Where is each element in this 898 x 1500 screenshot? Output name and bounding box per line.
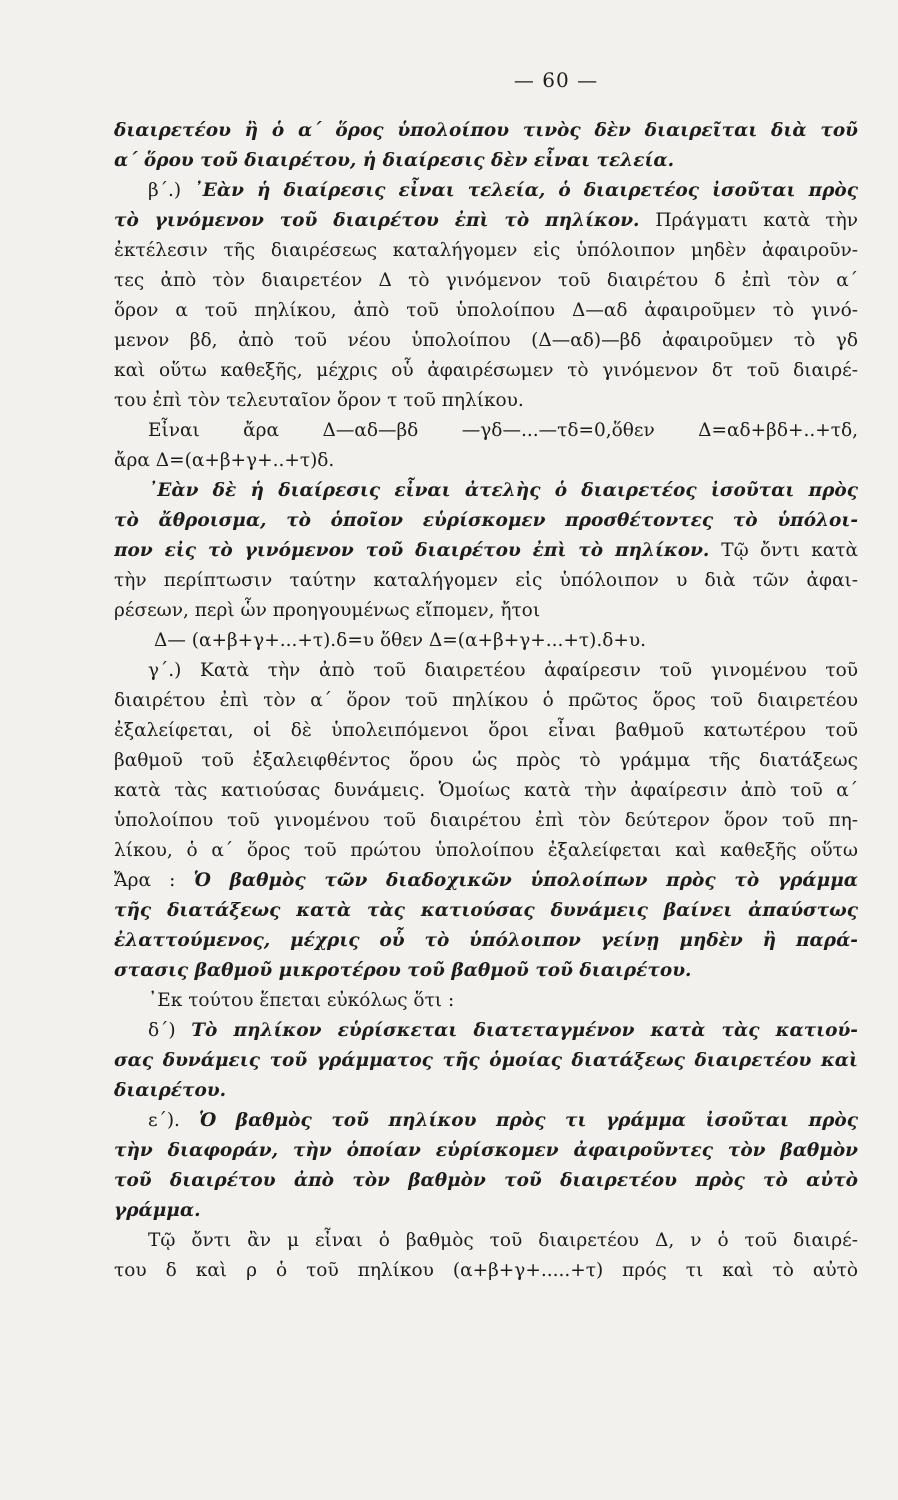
text-line — [114, 1166, 858, 1196]
text-line — [114, 266, 858, 296]
body-text: ἐκτέλεσιν τῆς διαιρέσεως καταλήγομεν εἰς ὑπόλοιπον μηδὲν ἀφαιροῦν- — [114, 240, 858, 261]
body-text: βαθμοῦ τοῦ ἐξαλειφθέντος ὅρου ὡς πρὸς τὸ γράμμα τῆς διατάξεως — [114, 750, 858, 771]
text-line — [114, 506, 858, 536]
emphasized-text: διαιρετέου ἢ ὁ α΄ ὅρος ὑπολοίπου τινὸς δὲν διαιρεῖται διὰ τοῦ — [114, 120, 858, 141]
body-text: Ἄρα : — [114, 870, 194, 891]
body-text: ἄρα Δ=(α+β+γ+..+τ)δ. — [114, 450, 335, 471]
emphasized-text: τοῦ διαιρέτου ἀπὸ τὸν βαθμὸν τοῦ διαιρετέου πρὸς τὸ αὐτὸ — [114, 1170, 858, 1191]
body-text: ᾿Εκ τούτου ἕπεται εὐκόλως ὅτι : — [148, 990, 455, 1011]
text-line — [114, 536, 858, 566]
text-line — [114, 386, 858, 416]
text-line — [114, 926, 858, 956]
text-line — [114, 746, 858, 776]
body-text: Εἶναι ἄρα Δ—αδ—βδ —γδ—...—τδ=0,ὅθεν Δ=αδ+βδ+..+τδ, — [148, 420, 858, 441]
text-line — [114, 596, 858, 626]
emphasized-text: σας δυνάμεις τοῦ γράμματος τῆς ὁμοίας διατάξεως διαιρετέου καὶ — [114, 1050, 858, 1071]
body-text: μενον βδ, ἀπὸ τοῦ νέου ὑπολοίπου (Δ—αδ)—βδ ἀφαιροῦμεν τὸ γδ — [114, 330, 858, 351]
body-text: τες ἀπὸ τὸν διαιρετέον Δ τὸ γινόμενον τοῦ διαιρέτου δ ἐπὶ τὸν α΄ — [114, 270, 858, 291]
text-body — [114, 116, 858, 1286]
text-line — [114, 116, 858, 146]
text-line — [114, 1016, 858, 1046]
emphasized-text: ᾿Εὰν δὲ ἡ διαίρεσις εἶναι ἀτελὴς ὁ διαιρετέος ἰσοῦται πρὸς — [148, 480, 858, 501]
page-number: — 60 — — [513, 68, 599, 92]
text-line — [114, 836, 858, 866]
emphasized-text: διαιρέτου. — [114, 1080, 227, 1101]
body-text: του ἐπὶ τὸν τελευταῖον ὅρον τ τοῦ πηλίκου. — [114, 390, 524, 411]
text-line — [114, 686, 858, 716]
body-text: κατὰ τὰς κατιούσας δυνάμεις. Ὁμοίως κατὰ τὴν ἀφαίρεσιν ἀπὸ τοῦ α΄ — [114, 780, 858, 801]
emphasized-text: τὴν διαφοράν, τὴν ὁποίαν εὑρίσκομεν ἀφαιροῦντες τὸν βαθμὸν — [114, 1140, 858, 1161]
body-text: ε΄). — [148, 1110, 199, 1131]
text-line — [114, 716, 858, 746]
body-text: ὅρον α τοῦ πηλίκου, ἀπὸ τοῦ ὑπολοίπου Δ—αδ ἀφαιροῦμεν τὸ γινό- — [114, 300, 858, 321]
text-line — [114, 866, 858, 896]
text-line — [114, 1106, 858, 1136]
emphasized-text: Ὁ βαθμὸς τοῦ πηλίκου πρὸς τι γράμμα ἰσοῦται πρὸς — [198, 1110, 858, 1131]
body-text: Τῷ ὄντι κατὰ — [721, 540, 858, 561]
text-line — [114, 1196, 858, 1226]
text-line — [114, 176, 858, 206]
body-text: β΄.) — [148, 180, 194, 201]
body-text: του δ καὶ ρ ὁ τοῦ πηλίκου (α+β+γ+.....+τ) πρός τι καὶ τὸ αὐτὸ — [114, 1260, 858, 1281]
text-line — [114, 206, 858, 236]
text-line — [114, 236, 858, 266]
body-text: Τῷ ὄντι ἂν μ εἶναι ὁ βαθμὸς τοῦ διαιρετέου Δ, ν ὁ τοῦ διαιρέ- — [148, 1230, 858, 1251]
body-text: ἐξαλείφεται, οἱ δὲ ὑπολειπόμενοι ὅροι εἶναι βαθμοῦ κατωτέρου τοῦ — [114, 720, 858, 741]
text-line — [114, 416, 858, 446]
emphasized-text: τῆς διατάξεως κατὰ τὰς κατιούσας δυνάμεις βαίνει ἀπαύστως — [114, 900, 858, 921]
text-line — [114, 146, 858, 176]
emphasized-text: Ὁ βαθμὸς τῶν διαδοχικῶν ὑπολοίπων πρὸς τὸ γράμμα — [193, 870, 858, 891]
text-line — [114, 1256, 858, 1286]
text-line — [114, 1076, 858, 1106]
body-text: γ΄.) Κατὰ τὴν ἀπὸ τοῦ διαιρετέου ἀφαίρεσιν τοῦ γινομένου τοῦ — [148, 660, 858, 681]
emphasized-text: πον εἰς τὸ γινόμενον τοῦ διαιρέτου ἐπὶ τὸ πηλίκον. — [114, 540, 722, 561]
text-line — [114, 476, 858, 506]
emphasized-text: α΄ ὅρου τοῦ διαιρέτου, ἡ διαίρεσις δὲν εἶναι τελεία. — [114, 150, 675, 171]
body-text: δ΄) — [148, 1020, 192, 1041]
body-text: Δ— (α+β+γ+...+τ).δ=υ ὅθεν Δ=(α+β+γ+...+τ).δ+υ. — [154, 630, 647, 651]
text-line — [114, 956, 858, 986]
emphasized-text: ἐλαττούμενος, μέχρις οὗ τὸ ὑπόλοιπον γείνῃ μηδὲν ἢ παρά- — [114, 930, 858, 951]
text-line — [114, 326, 858, 356]
text-line — [114, 566, 858, 596]
emphasized-text: Τὸ πηλίκον εὑρίσκεται διατεταγμένον κατὰ τὰς κατιού- — [191, 1020, 858, 1041]
text-line — [114, 776, 858, 806]
body-text: ρέσεων, περὶ ὧν προηγουμένως εἴπομεν, ἤτοι — [114, 600, 541, 621]
text-line — [114, 656, 858, 686]
emphasized-text: τὸ γινόμενον τοῦ διαιρέτου ἐπὶ τὸ πηλίκον. — [114, 210, 656, 231]
text-line — [114, 296, 858, 326]
text-line — [114, 626, 858, 656]
emphasized-text: στασις βαθμοῦ μικροτέρου τοῦ βαθμοῦ τοῦ διαιρέτου. — [114, 960, 692, 981]
body-text: λίκου, ὁ α΄ ὅρος τοῦ πρώτου ὑπολοίπου ἐξαλείφεται καὶ καθεξῆς οὕτω — [114, 840, 858, 861]
body-text: ὑπολοίπου τοῦ γινομένου τοῦ διαιρέτου ἐπὶ τὸν δεύτερον ὅρον τοῦ πη- — [114, 810, 858, 831]
text-line — [114, 356, 858, 386]
emphasized-text: ᾿Εὰν ἡ διαίρεσις εἶναι τελεία, ὁ διαιρετέος ἰσοῦται πρὸς — [193, 180, 858, 201]
text-line — [114, 1136, 858, 1166]
emphasized-text: τὸ ἄθροισμα, τὸ ὁποῖον εὑρίσκομεν προσθέτοντες τὸ ὑπόλοι- — [114, 510, 858, 531]
body-text: Πράγματι κατὰ τὴν — [655, 210, 858, 231]
body-text: τὴν περίπτωσιν ταύτην καταλήγομεν εἰς ὑπόλοιπον υ διὰ τῶν ἀφαι- — [114, 570, 858, 591]
text-line — [114, 806, 858, 836]
body-text: διαιρέτου ἐπὶ τὸν α΄ ὅρον τοῦ πηλίκου ὁ πρῶτος ὅρος τοῦ διαιρετέου — [114, 690, 858, 711]
text-line — [114, 1046, 858, 1076]
text-line — [114, 986, 858, 1016]
text-line — [114, 896, 858, 926]
body-text: καὶ οὕτω καθεξῆς, μέχρις οὗ ἀφαιρέσωμεν τὸ γινόμενον δτ τοῦ διαιρέ- — [114, 360, 858, 381]
text-line — [114, 446, 858, 476]
emphasized-text: γράμμα. — [114, 1200, 201, 1221]
text-line — [114, 1226, 858, 1256]
